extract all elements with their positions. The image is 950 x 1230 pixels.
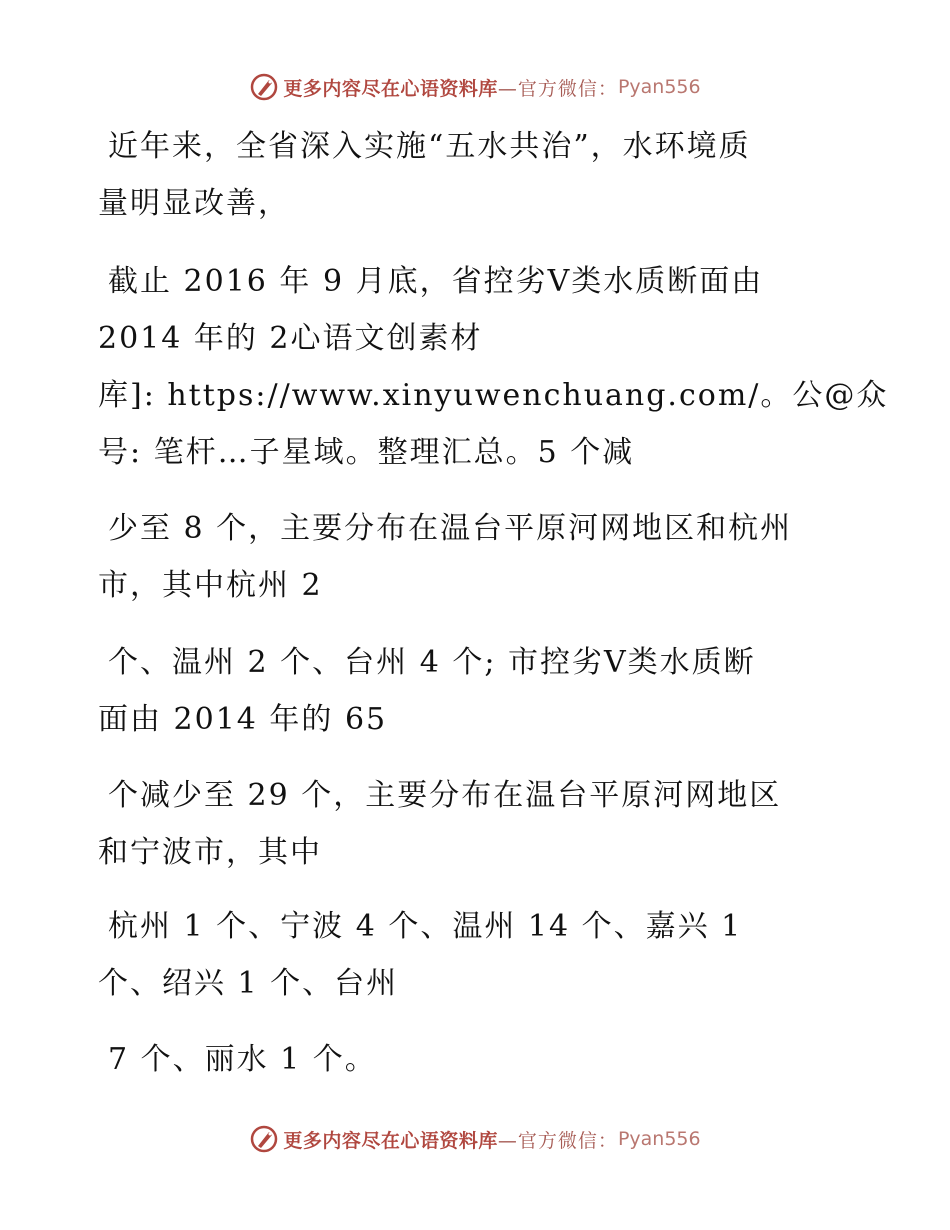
watermark-brand: 更多内容尽在心语资料库 [283, 77, 498, 100]
paragraph-line: 面由 2014 年的 65 [98, 702, 388, 737]
paragraph-line: 少至 8 个，主要分布在温台平原河网地区和杭州 [108, 511, 793, 546]
pen-nib-circle-icon [249, 72, 279, 102]
watermark-official-label: —官方微信： [497, 1129, 618, 1152]
paragraph-2 [98, 253, 889, 481]
watermark-wechat-id: Pyan556 [617, 76, 701, 98]
paragraph-line: 近年来，全省深入实施“五水共治”，水环境质 [108, 129, 751, 164]
header-watermark [0, 72, 950, 102]
watermark-wechat-id: Pyan556 [617, 1128, 701, 1150]
paragraph-6 [98, 898, 858, 1012]
paragraph-line: 7 个、丽水 1 个。 [108, 1042, 377, 1077]
paragraph-3 [98, 500, 858, 614]
paragraph-line: 2014 年的 2心语文创素材 [98, 321, 483, 356]
paragraph-line: 个、温州 2 个、台州 4 个; 市控劣Ⅴ类水质断 [108, 645, 756, 680]
watermark-brand: 更多内容尽在心语资料库 [283, 1129, 498, 1152]
paragraph-line: 个减少至 29 个，主要分布在温台平原河网地区 [108, 778, 782, 813]
paragraph-5 [98, 767, 858, 881]
paragraph-line: 市，其中杭州 2 [98, 568, 323, 603]
paragraph-7 [98, 1031, 858, 1088]
paragraph-line: 库]: https://www.xinyuwenchuang.com/。公@众 [98, 378, 889, 413]
paragraph-line: 杭州 1 个、宁波 4 个、温州 14 个、嘉兴 1 [108, 909, 743, 944]
pen-nib-circle-icon [249, 1124, 279, 1154]
paragraph-4 [98, 634, 858, 748]
paragraph-line: 和宁波市，其中 [98, 835, 322, 870]
paragraph-line: 个、绍兴 1 个、台州 [98, 966, 399, 1001]
paragraph-line: 截止 2016 年 9 月底，省控劣Ⅴ类水质断面由 [108, 264, 764, 299]
paragraph-line: 号: 笔杆…子星域。整理汇总。5 个减 [98, 435, 635, 470]
footer-watermark [0, 1124, 950, 1154]
paragraph-1 [98, 118, 858, 232]
watermark-official-label: —官方微信： [497, 77, 618, 100]
paragraph-line: 量明显改善， [98, 186, 290, 221]
